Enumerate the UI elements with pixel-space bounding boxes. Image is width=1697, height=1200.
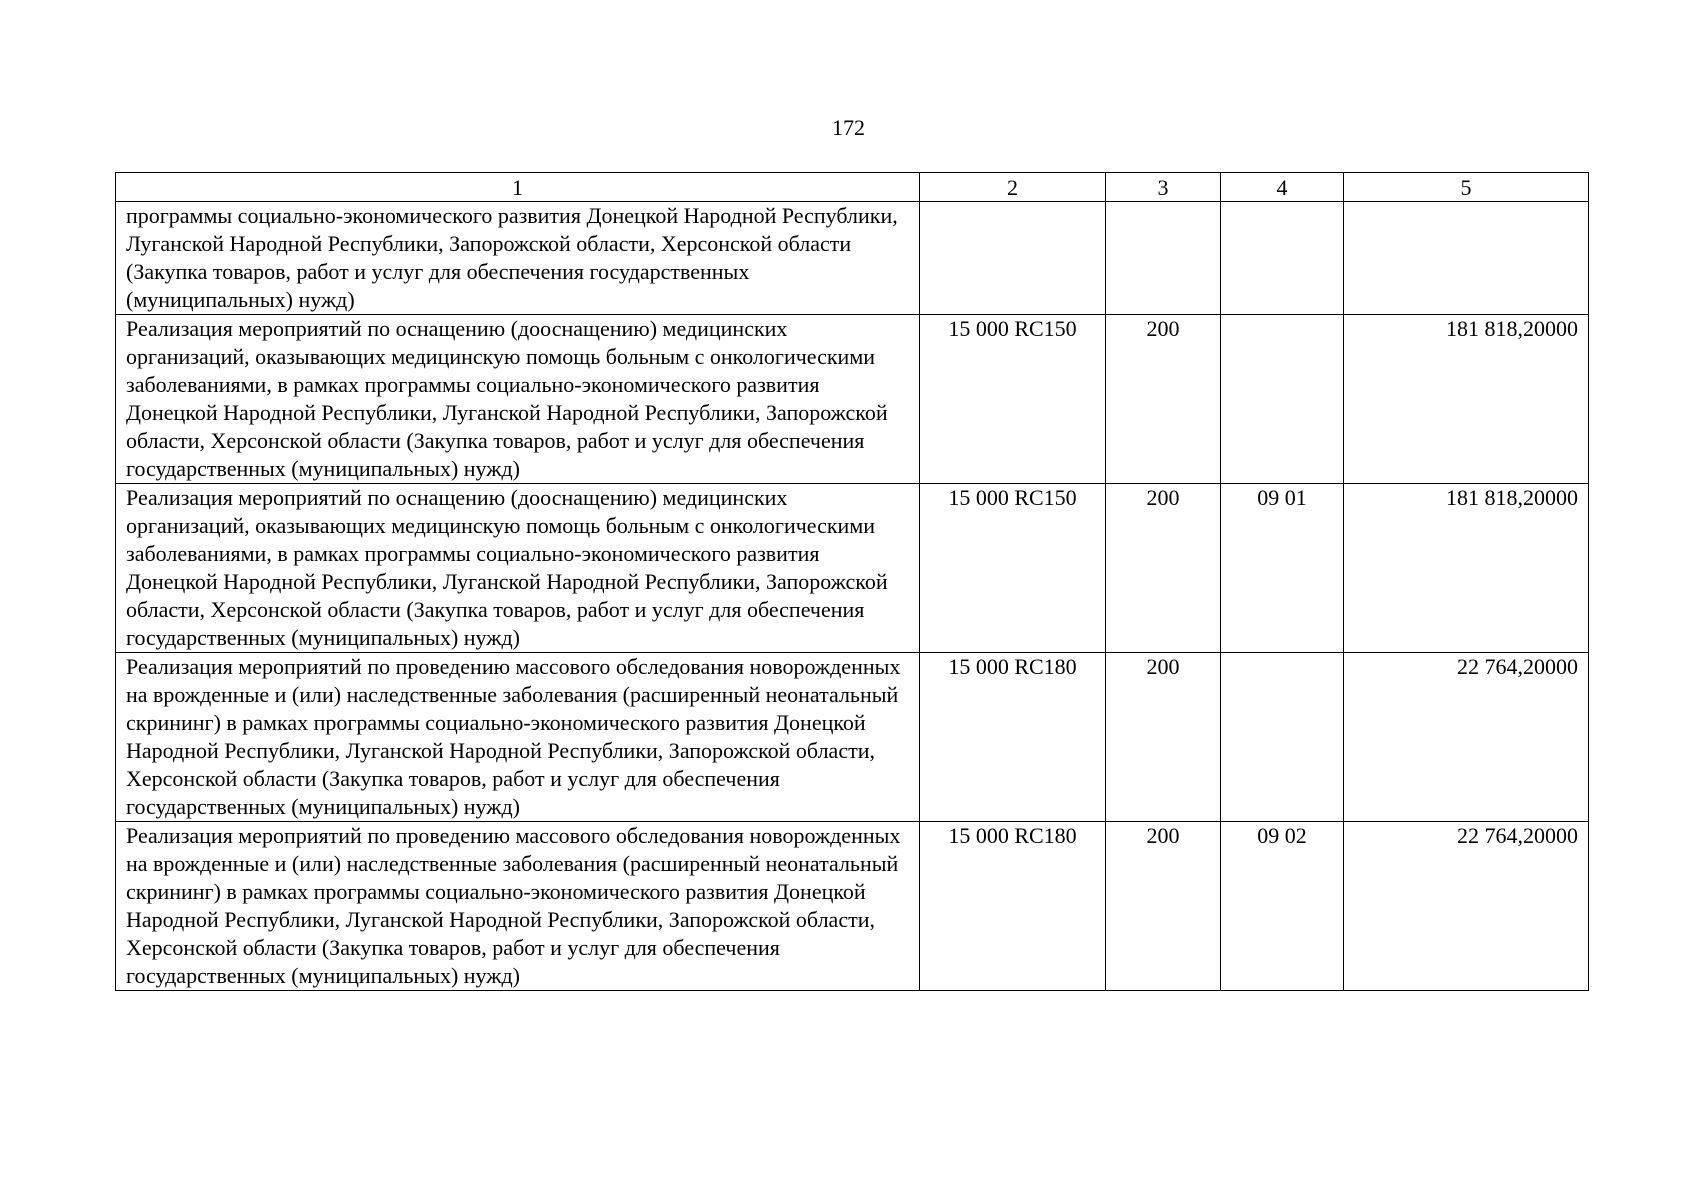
row-section-code [1221,653,1344,822]
row-amount: 181 818,20000 [1344,315,1589,484]
row-section-code [1221,315,1344,484]
column-header-5: 5 [1344,173,1589,202]
page-number: 172 [832,115,865,140]
row-expense-type: 200 [1106,822,1221,991]
column-header-4: 4 [1221,173,1344,202]
row-description: Реализация мероприятий по оснащению (дооснащению) медицинских организаций, оказывающих медицинскую помощь больным с онкологическими заболеваниями, в рамках программы социально-экономического развития Донецкой Народной Республики, Луганской Народной Республики, Запорожской области, Херсонской области (Закупка товаров, работ и услуг для обеспечения государственных (муниципальных) нужд) [116,315,920,484]
row-target-code: 15 000 RC180 [920,822,1106,991]
row-description: Реализация мероприятий по проведению массового обследования новорожденных на врожденные и (или) наследственные заболевания (расширенный неонатальный скрининг) в рамках программы социально-экономического развития Донецкой Народной Республики, Луганской Народной Республики, Запорожской области, Херсонской области (Закупка товаров, работ и услуг для обеспечения государственных (муниципальных) нужд) [116,822,920,991]
header-row [116,173,1589,202]
row-section-code: 09 02 [1221,822,1344,991]
row-amount: 181 818,20000 [1344,484,1589,653]
row-amount [1344,202,1589,315]
budget-table [115,172,1589,991]
row-description: Реализация мероприятий по проведению массового обследования новорожденных на врожденные и (или) наследственные заболевания (расширенный неонатальный скрининг) в рамках программы социально-экономического развития Донецкой Народной Республики, Луганской Народной Республики, Запорожской области, Херсонской области (Закупка товаров, работ и услуг для обеспечения государственных (муниципальных) нужд) [116,653,920,822]
row-target-code: 15 000 RC180 [920,653,1106,822]
row-expense-type [1106,202,1221,315]
row-description: программы социально-экономического развития Донецкой Народной Республики, Луганской Народной Республики, Запорожской области, Херсонской области (Закупка товаров, работ и услуг для обеспечения государственных (муниципальных) нужд) [116,202,920,315]
row-expense-type: 200 [1106,484,1221,653]
row-target-code [920,202,1106,315]
table-row [116,822,1589,991]
column-header-2: 2 [920,173,1106,202]
row-amount: 22 764,20000 [1344,653,1589,822]
column-header-3: 3 [1106,173,1221,202]
row-expense-type: 200 [1106,315,1221,484]
table-row [116,484,1589,653]
table-row [116,315,1589,484]
row-description: Реализация мероприятий по оснащению (дооснащению) медицинских организаций, оказывающих медицинскую помощь больным с онкологическими заболеваниями, в рамках программы социально-экономического развития Донецкой Народной Республики, Луганской Народной Республики, Запорожской области, Херсонской области (Закупка товаров, работ и услуг для обеспечения государственных (муниципальных) нужд) [116,484,920,653]
column-header-1: 1 [116,173,920,202]
row-target-code: 15 000 RC150 [920,315,1106,484]
table-row [116,202,1589,315]
row-section-code: 09 01 [1221,484,1344,653]
table-row [116,653,1589,822]
row-amount: 22 764,20000 [1344,822,1589,991]
row-section-code [1221,202,1344,315]
row-target-code: 15 000 RC150 [920,484,1106,653]
row-expense-type: 200 [1106,653,1221,822]
